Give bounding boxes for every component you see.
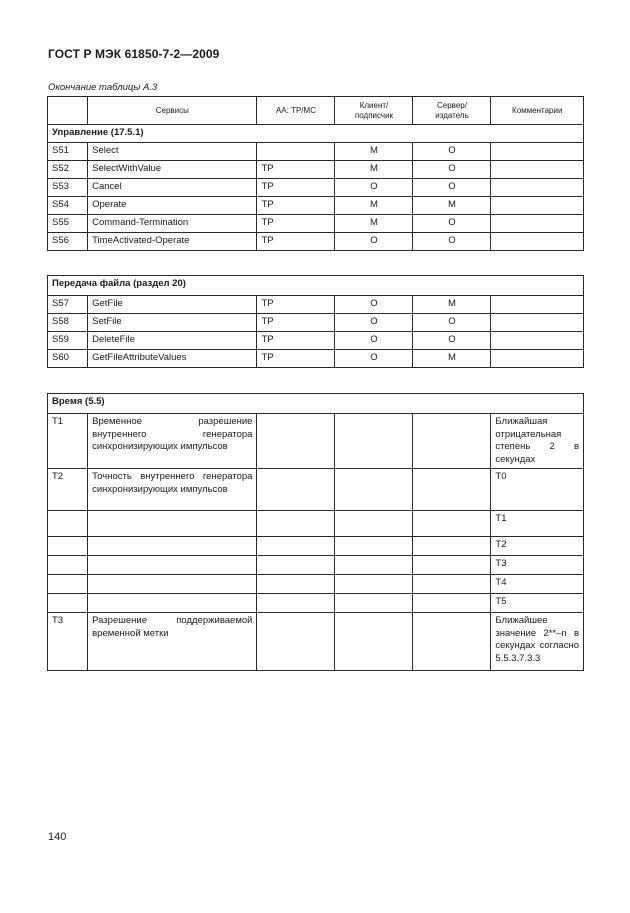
client-cell	[335, 511, 413, 537]
table-row	[48, 511, 584, 537]
row-id-cell: T1	[48, 414, 88, 469]
aa-cell	[257, 556, 335, 575]
comment-cell	[491, 179, 584, 197]
server-cell	[413, 594, 491, 613]
client-cell: O	[335, 350, 413, 368]
service-cell: SetFile	[88, 314, 257, 332]
server-cell: O	[413, 179, 491, 197]
service-cell: GetFileAttributeValues	[88, 350, 257, 368]
server-cell: M	[413, 350, 491, 368]
service-cell: Временное разрешение внутреннего генератора синхронизирующих импульсов	[88, 414, 257, 469]
table-control	[47, 96, 584, 251]
comment-cell: Ближайшее значение 2**–n в секундах согласно 5.5.3.7.3.3	[491, 613, 584, 671]
row-id-cell: S56	[48, 233, 88, 251]
client-cell	[335, 414, 413, 469]
row-id-cell: S54	[48, 197, 88, 215]
row-id-cell: T3	[48, 613, 88, 671]
row-id-cell: S57	[48, 296, 88, 314]
aa-cell	[257, 537, 335, 556]
table-row	[48, 215, 584, 233]
service-cell: Cancel	[88, 179, 257, 197]
aa-cell	[257, 511, 335, 537]
client-cell: O	[335, 296, 413, 314]
server-cell: O	[413, 215, 491, 233]
row-id-cell	[48, 556, 88, 575]
table-row	[48, 350, 584, 368]
client-cell: M	[335, 161, 413, 179]
header-cell: Сервисы	[88, 97, 257, 125]
row-id-cell: T2	[48, 469, 88, 511]
service-cell: DeleteFile	[88, 332, 257, 350]
table-row	[48, 537, 584, 556]
comment-cell	[491, 296, 584, 314]
client-cell: M	[335, 197, 413, 215]
client-cell	[335, 537, 413, 556]
aa-cell	[257, 414, 335, 469]
aa-cell: TP	[257, 197, 335, 215]
table-row	[48, 613, 584, 671]
server-cell: O	[413, 143, 491, 161]
service-cell: Select	[88, 143, 257, 161]
aa-cell: TP	[257, 332, 335, 350]
row-id-cell	[48, 594, 88, 613]
comment-cell: T3	[491, 556, 584, 575]
table-time	[47, 393, 584, 671]
aa-cell	[257, 143, 335, 161]
server-cell	[413, 613, 491, 671]
service-cell: TimeActivated-Operate	[88, 233, 257, 251]
client-cell	[335, 594, 413, 613]
comment-cell	[491, 314, 584, 332]
section-row	[48, 125, 584, 143]
aa-cell	[257, 594, 335, 613]
section-row	[48, 394, 584, 414]
header-cell: Сервер/ издатель	[413, 97, 491, 125]
aa-cell: TP	[257, 296, 335, 314]
comment-cell	[491, 350, 584, 368]
service-cell: SelectWithValue	[88, 161, 257, 179]
row-id-cell	[48, 537, 88, 556]
row-id-cell: S60	[48, 350, 88, 368]
comment-cell	[491, 161, 584, 179]
comment-cell: T2	[491, 537, 584, 556]
aa-cell: TP	[257, 233, 335, 251]
server-cell: O	[413, 233, 491, 251]
client-cell	[335, 613, 413, 671]
comment-cell	[491, 215, 584, 233]
client-cell: O	[335, 233, 413, 251]
table-file	[47, 275, 584, 368]
aa-cell: TP	[257, 314, 335, 332]
row-id-cell	[48, 575, 88, 594]
service-cell	[88, 594, 257, 613]
table-caption: Окончание таблицы А.3	[48, 82, 158, 93]
comment-cell: T1	[491, 511, 584, 537]
server-cell	[413, 537, 491, 556]
comment-cell: T4	[491, 575, 584, 594]
client-cell	[335, 575, 413, 594]
service-cell: Operate	[88, 197, 257, 215]
section-row	[48, 276, 584, 296]
server-cell: M	[413, 197, 491, 215]
client-cell	[335, 469, 413, 511]
table-row	[48, 314, 584, 332]
comment-cell	[491, 197, 584, 215]
header-cell: Клиент/ подписчик	[335, 97, 413, 125]
table-row	[48, 161, 584, 179]
aa-cell: TP	[257, 161, 335, 179]
service-cell: Точность внутреннего генератора синхронизирующих импульсов	[88, 469, 257, 511]
server-cell	[413, 414, 491, 469]
aa-cell: TP	[257, 350, 335, 368]
client-cell: O	[335, 314, 413, 332]
row-id-cell: S51	[48, 143, 88, 161]
comment-cell: T0	[491, 469, 584, 511]
table-row	[48, 233, 584, 251]
document-title: ГОСТ Р МЭК 61850-7-2—2009	[48, 47, 220, 61]
service-cell	[88, 575, 257, 594]
row-id-cell: S58	[48, 314, 88, 332]
section-title: Время (5.5)	[48, 394, 584, 414]
server-cell	[413, 511, 491, 537]
client-cell	[335, 556, 413, 575]
header-cell: Комментарии	[491, 97, 584, 125]
page-number: 140	[48, 831, 67, 843]
service-cell	[88, 537, 257, 556]
server-cell	[413, 575, 491, 594]
table-row	[48, 556, 584, 575]
table-row	[48, 469, 584, 511]
service-cell: Command-Termination	[88, 215, 257, 233]
server-cell	[413, 469, 491, 511]
table-row	[48, 332, 584, 350]
table-row	[48, 594, 584, 613]
header-cell	[48, 97, 88, 125]
aa-cell	[257, 575, 335, 594]
server-cell: O	[413, 161, 491, 179]
row-id-cell: S53	[48, 179, 88, 197]
row-id-cell	[48, 511, 88, 537]
header-row	[48, 97, 584, 125]
table-row	[48, 197, 584, 215]
service-cell: Разрешение поддерживаемой временной метки	[88, 613, 257, 671]
aa-cell	[257, 469, 335, 511]
client-cell: O	[335, 332, 413, 350]
table-row	[48, 296, 584, 314]
aa-cell: TP	[257, 179, 335, 197]
row-id-cell: S52	[48, 161, 88, 179]
comment-cell: Ближайшая отрицательная степень 2 в секундах	[491, 414, 584, 469]
client-cell: O	[335, 179, 413, 197]
header-cell: АА: ТР/МС	[257, 97, 335, 125]
client-cell: M	[335, 215, 413, 233]
service-cell	[88, 556, 257, 575]
comment-cell	[491, 332, 584, 350]
server-cell: M	[413, 296, 491, 314]
section-title: Передача файла (раздел 20)	[48, 276, 584, 296]
table-row	[48, 414, 584, 469]
aa-cell	[257, 613, 335, 671]
server-cell: O	[413, 314, 491, 332]
comment-cell: T5	[491, 594, 584, 613]
table-row	[48, 143, 584, 161]
section-title: Управление (17.5.1)	[48, 125, 584, 143]
server-cell	[413, 556, 491, 575]
row-id-cell: S59	[48, 332, 88, 350]
comment-cell	[491, 233, 584, 251]
comment-cell	[491, 143, 584, 161]
service-cell: GetFile	[88, 296, 257, 314]
table-row	[48, 179, 584, 197]
row-id-cell: S55	[48, 215, 88, 233]
client-cell: M	[335, 143, 413, 161]
service-cell	[88, 511, 257, 537]
table-row	[48, 575, 584, 594]
server-cell: O	[413, 332, 491, 350]
aa-cell: TP	[257, 215, 335, 233]
